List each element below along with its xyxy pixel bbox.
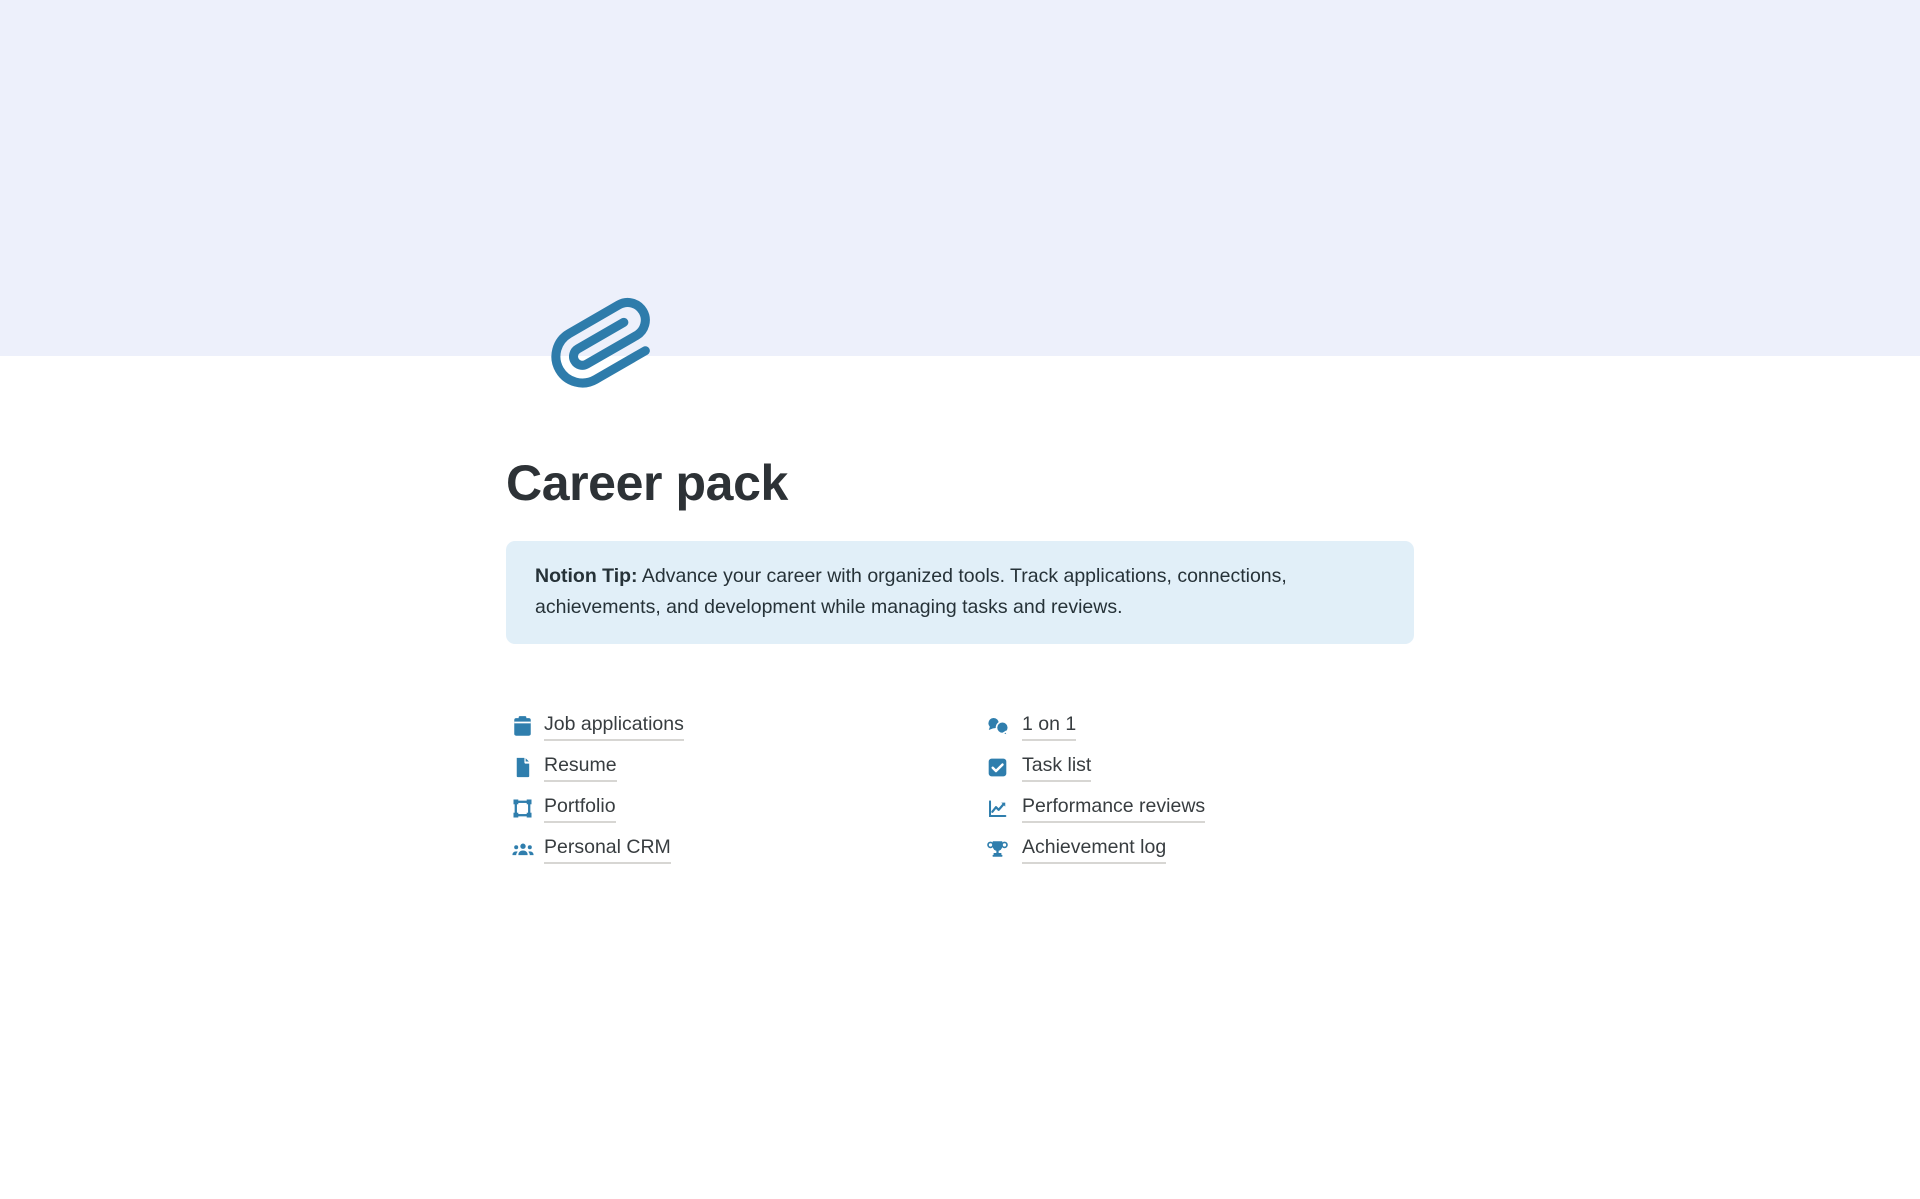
paperclip-icon [540, 280, 668, 408]
link-columns [506, 706, 1414, 870]
column-gutter [942, 706, 986, 870]
page-icon[interactable] [540, 280, 668, 408]
link-label[interactable]: Performance reviews [1022, 794, 1205, 822]
link-1-on-1[interactable] [986, 706, 1414, 747]
link-label[interactable]: Task list [1022, 753, 1091, 781]
people-icon [511, 838, 544, 861]
tip-callout-text: Advance your career with organized tools. Track applications, connections, achievements, and development while managing tasks and reviews. [535, 565, 1287, 618]
trophy-icon [986, 838, 1022, 861]
frame-icon [511, 797, 544, 820]
link-label[interactable]: 1 on 1 [1022, 712, 1076, 740]
links-column-left [506, 706, 942, 870]
link-achievement-log[interactable] [986, 829, 1414, 870]
link-job-applications[interactable] [511, 706, 942, 747]
links-column-right [986, 706, 1414, 870]
tip-callout-label: Notion Tip: [535, 565, 638, 587]
link-label[interactable]: Portfolio [544, 794, 616, 822]
link-personal-crm[interactable] [511, 829, 942, 870]
tip-callout [506, 541, 1414, 644]
link-label[interactable]: Achievement log [1022, 835, 1166, 863]
page-title: Career pack [506, 455, 788, 511]
page-cover [0, 0, 1920, 356]
link-label[interactable]: Resume [544, 753, 617, 781]
page-content [506, 356, 1414, 870]
link-label[interactable]: Job applications [544, 712, 684, 740]
link-performance-reviews[interactable] [986, 788, 1414, 829]
line-chart-icon [986, 797, 1022, 820]
link-resume[interactable] [511, 747, 942, 788]
link-task-list[interactable] [986, 747, 1414, 788]
chat-bubbles-icon [986, 715, 1022, 738]
clipboard-icon [511, 715, 544, 738]
link-label[interactable]: Personal CRM [544, 835, 671, 863]
document-icon [511, 756, 544, 779]
checkbox-icon [986, 756, 1022, 779]
link-portfolio[interactable] [511, 788, 942, 829]
